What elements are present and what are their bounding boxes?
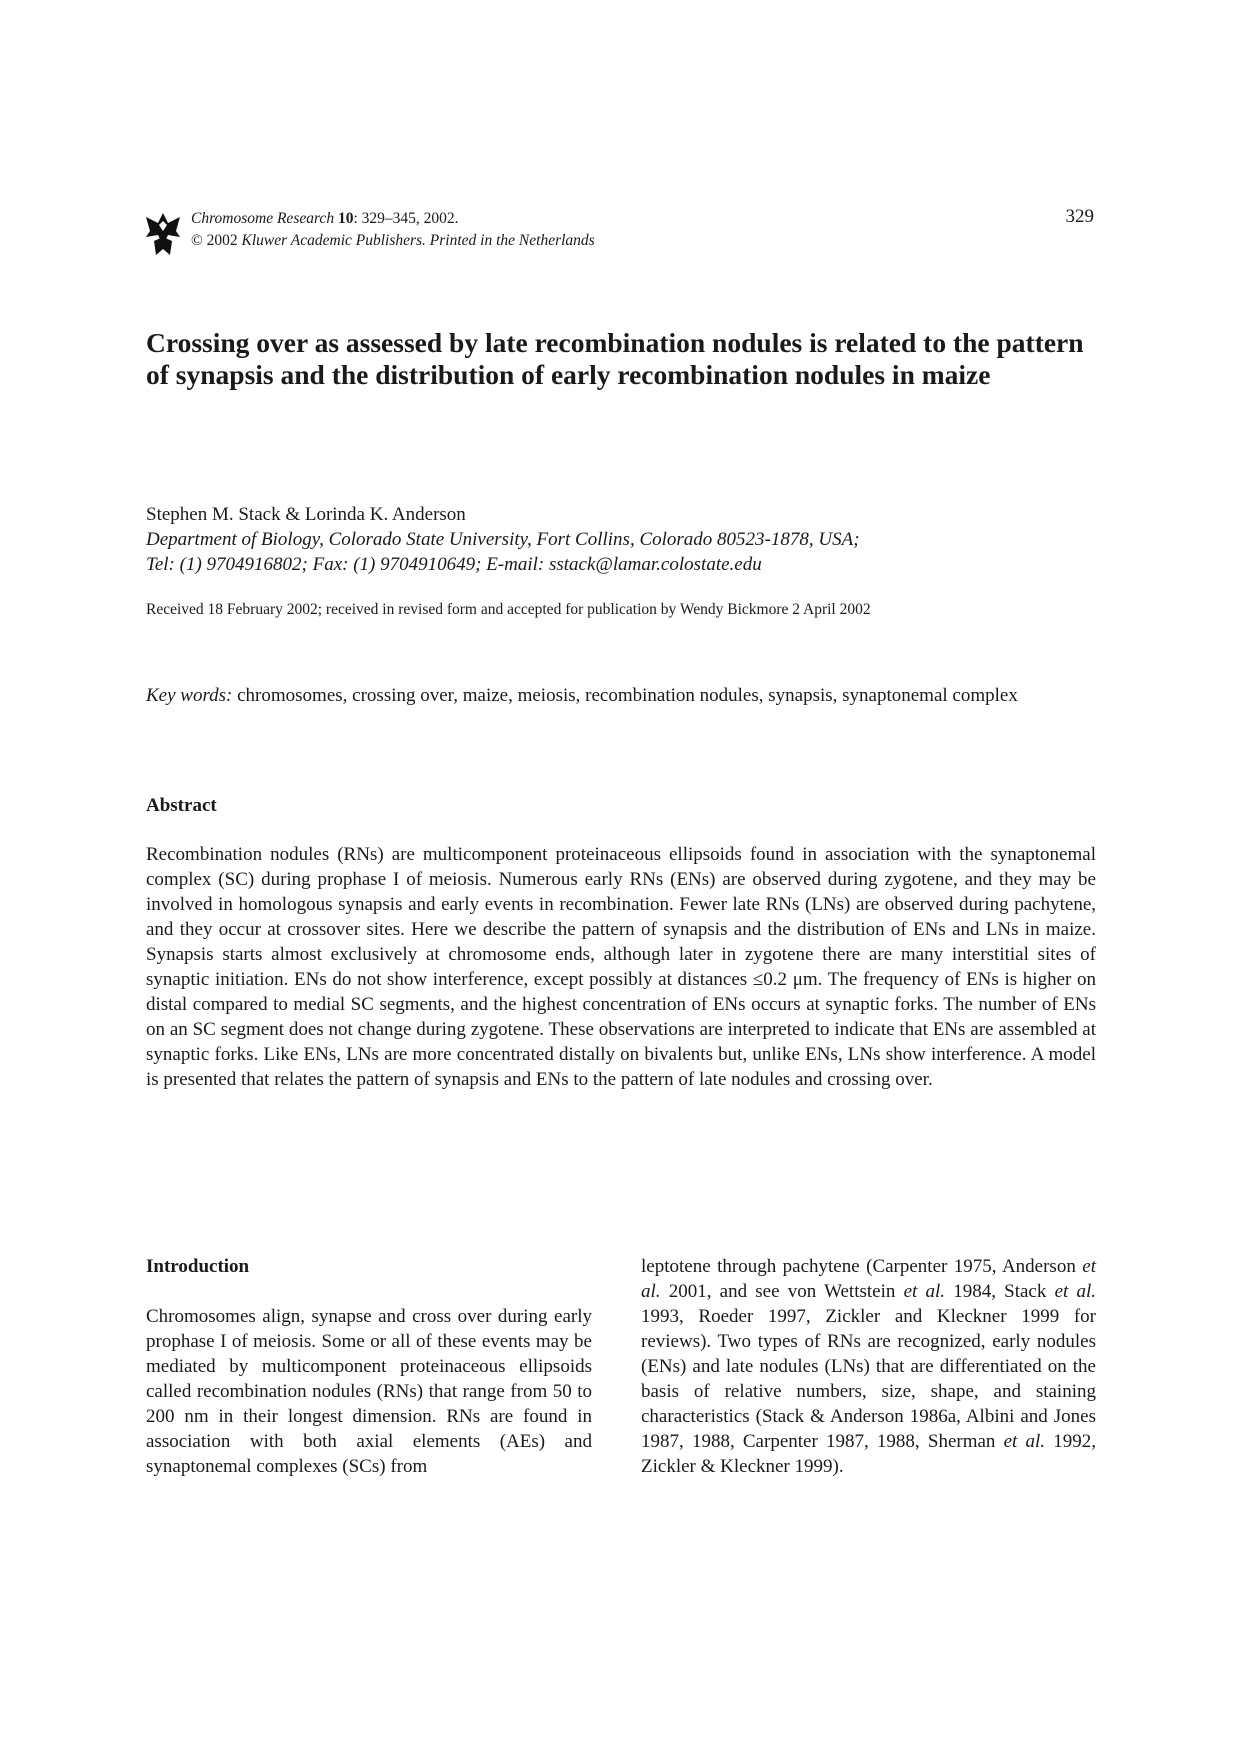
abstract-text: Recombination nodules (RNs) are multicomponent proteinaceous ellipsoids found in association with the synaptonemal complex (SC) during prophase I of meiosis. Numerous early RNs (ENs) are observed during zygotene, and they may be involved in homologous synapsis and early events in recombination. Fewer late RNs (LNs) are observed during pachytene, and they occur at crossover sites. Here we describe the pattern of synapsis and the distribution of ENs and LNs in maize. Synapsis starts almost exclusively at chromosome ends, although later in zygotene there are many interstitial sites of synaptic initiation. ENs do not show interference, except possibly at distances ≤0.2 μm. The frequency of ENs is higher on distal compared to medial SC segments, and the highest concentration of ENs occurs at synaptic forks. The number of ENs on an SC segment does not change during zygotene. These observations are interpreted to indicate that ENs are assembled at synaptic forks. Like ENs, LNs are more concentrated distally on bivalents but, unlike ENs, LNs show interference. A model is presented that relates the pattern of synapsis and ENs to the pattern of late nodules and crossing over. xyxy=(146,844,1096,1090)
journal-name: Chromosome Research xyxy=(191,210,335,227)
page-number: 329 xyxy=(1065,206,1094,227)
et-al: et al. xyxy=(641,1256,1096,1302)
et-al: et al. xyxy=(1003,1431,1046,1452)
et-al: et al. xyxy=(903,1281,946,1302)
kluwer-logo-icon xyxy=(146,211,180,255)
introduction-heading: Introduction xyxy=(146,1256,250,1277)
keywords-label: Key words: xyxy=(146,685,233,706)
keywords-block xyxy=(146,683,1096,708)
journal-citation xyxy=(191,208,595,252)
author-affiliation: Department of Biology, Colorado State University, Fort Collins, Colorado 80523-1878, USA; xyxy=(146,529,860,550)
copyright-symbol: © xyxy=(191,232,203,249)
text-run: leptotene through pachytene (Carpenter 1975, Anderson xyxy=(641,1256,1083,1277)
article-title: Crossing over as assessed by late recombination nodules is related to the pattern of synapsis and the distribution of early recombination nodules in maize xyxy=(146,327,1084,390)
text-run: 1993, Roeder 1997, Zickler and Kleckner 1999 for reviews). Two types of RNs are recognized, early nodules (ENs) and late nodules (LNs) that are differentiated on the basis of relative numbers, size, shape, and staining characteristics (Stack & Anderson 1986a, Albini and Jones 1987, 1988, Carpenter 1987, 1988, Sherman xyxy=(641,1306,1096,1452)
publisher-line: Kluwer Academic Publishers. Printed in the Netherlands xyxy=(241,232,595,249)
text-run: 2001, and see von Wettstein xyxy=(660,1281,904,1302)
author-names: Stephen M. Stack & Lorinda K. Anderson xyxy=(146,504,466,525)
abstract-heading: Abstract xyxy=(146,795,217,816)
introduction-paragraph-1: Chromosomes align, synapse and cross over during early prophase I of meiosis. Some or all of these events may be mediated by multicomponent proteinaceous ellipsoids called recombination nodules (RNs) that range from 50 to 200 nm in their longest dimension. RNs are found in association with both axial elements (AEs) and synaptonemal complexes (SCs) from xyxy=(146,1306,592,1477)
introduction-column-left xyxy=(146,1304,592,1479)
introduction-column-right xyxy=(641,1254,1096,1479)
text-run: 1992, Zickler & Kleckner 1999). xyxy=(641,1431,1096,1477)
introduction-paragraph-1-continued xyxy=(641,1254,1096,1479)
received-dates: Received 18 February 2002; received in revised form and accepted for publication by Wendy Bickmore 2 April 2002 xyxy=(146,601,871,618)
et-al: et al. xyxy=(1054,1281,1096,1302)
copyright-year: 2002 xyxy=(202,232,242,249)
journal-volume: 10 xyxy=(337,210,354,227)
author-contact: Tel: (1) 9704916802; Fax: (1) 9704910649; E-mail: sstack@lamar.colostate.edu xyxy=(146,554,762,575)
text-run: 1984, Stack xyxy=(945,1281,1055,1302)
keywords-text: chromosomes, crossing over, maize, meiosis, recombination nodules, synapsis, synaptonemal complex xyxy=(232,685,1018,706)
author-block xyxy=(146,502,1106,577)
journal-pages-year: : 329–345, 2002. xyxy=(353,210,459,227)
